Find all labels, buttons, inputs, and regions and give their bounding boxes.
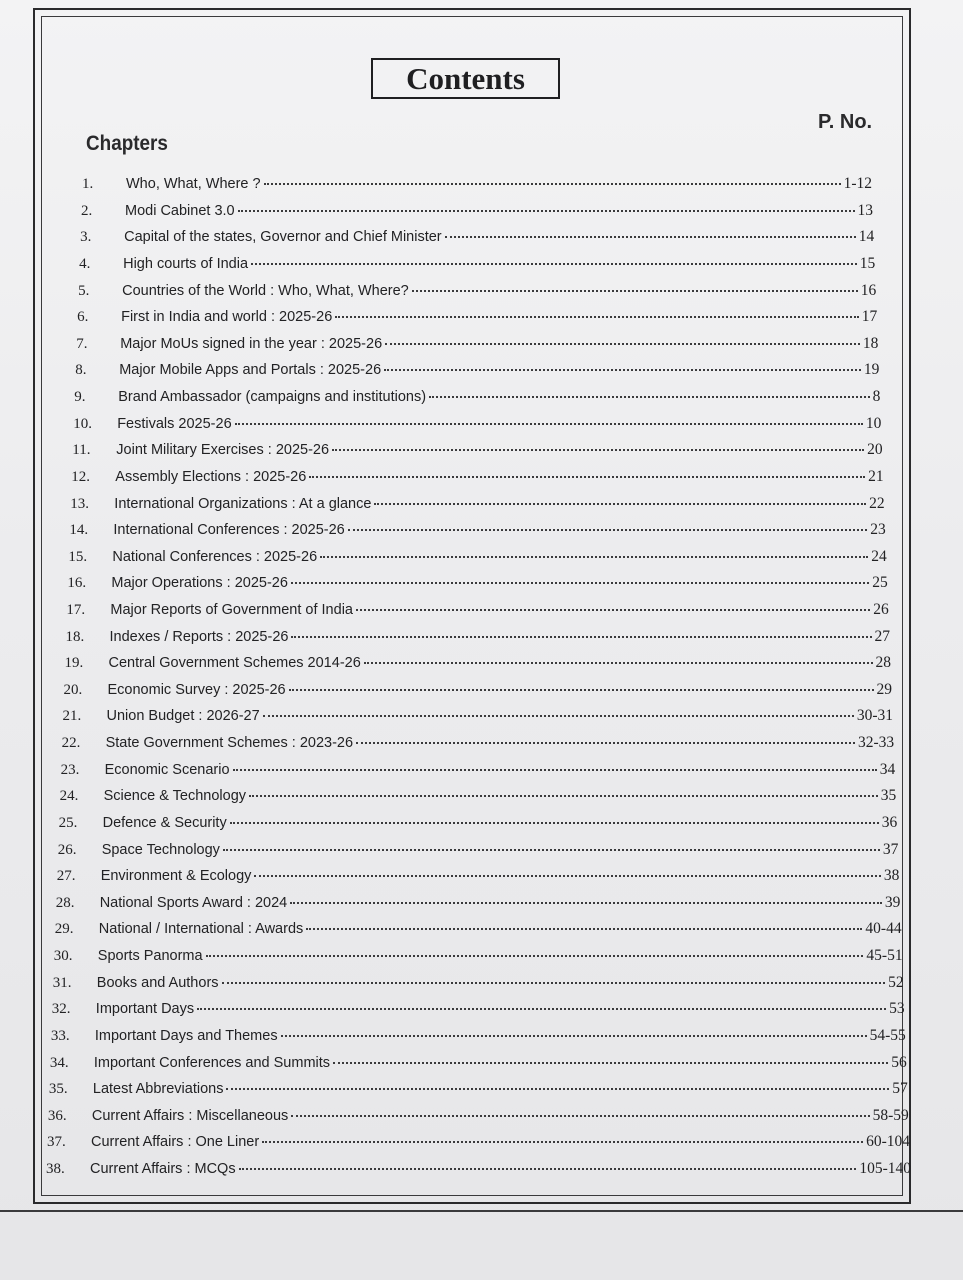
toc-leader-dots: [291, 636, 871, 638]
toc-entry-title: Modi Cabinet 3.0: [125, 202, 235, 219]
toc-entry-title: Books and Authors: [96, 974, 219, 991]
toc-entry: [75, 361, 879, 381]
toc-entry-page: 60-104: [866, 1133, 910, 1151]
toc-leader-dots: [233, 769, 877, 771]
toc-entry-page: 36: [881, 813, 898, 831]
toc-leader-dots: [264, 183, 841, 185]
toc-entry-number: 27.: [56, 868, 76, 885]
toc-entry: [80, 228, 874, 248]
toc-entry-title: National Sports Award : 2024: [99, 894, 288, 911]
toc-entry-number: 14.: [69, 522, 89, 539]
toc-entry-number: 20.: [63, 681, 83, 698]
toc-entry-number: 12.: [71, 468, 91, 485]
toc-entry-title: National Conferences : 2025-26: [112, 548, 318, 565]
toc-entry-number: 29.: [54, 921, 74, 938]
toc-entry-page: 105-140: [859, 1160, 911, 1177]
toc-entry-title: Latest Abbreviations: [92, 1081, 224, 1098]
toc-entry-page: 23: [870, 521, 886, 539]
toc-entry-page: 1-12: [843, 175, 872, 192]
toc-entry-title: Indexes / Reports : 2025-26: [109, 628, 289, 645]
toc-entry: [71, 468, 883, 488]
toc-entry-number: 3.: [80, 229, 92, 246]
toc-entry: [57, 867, 900, 887]
contents-title: Contents: [371, 58, 560, 99]
toc-leader-dots: [281, 1035, 867, 1037]
toc-entry: [72, 441, 882, 461]
toc-entry-number: 7.: [76, 335, 88, 352]
toc-entry: [77, 308, 877, 328]
toc-entry: [66, 601, 888, 621]
toc-leader-dots: [332, 449, 864, 451]
toc-leader-dots: [289, 689, 874, 691]
toc-entry-title: International Conferences : 2025-26: [113, 522, 345, 539]
toc-leader-dots: [222, 982, 886, 984]
toc-leader-dots: [251, 263, 857, 265]
toc-entry-page: 27: [874, 627, 890, 645]
toc-entry-page: 53: [889, 1000, 905, 1018]
toc-entry-title: Assembly Elections : 2025-26: [115, 468, 307, 485]
toc-entry-title: Current Affairs : Miscellaneous: [91, 1107, 289, 1124]
toc-entry-number: 2.: [81, 202, 93, 219]
toc-entry: [76, 335, 878, 355]
toc-entry-title: Central Government Schemes 2014-26: [108, 655, 361, 672]
toc-entry-number: 36.: [47, 1107, 67, 1124]
toc-entry-title: Major Mobile Apps and Portals : 2025-26: [119, 362, 382, 379]
toc-entry: [49, 1080, 908, 1100]
toc-entry-title: Sports Panorma: [97, 948, 203, 964]
toc-entry-title: Important Days: [95, 1001, 195, 1018]
toc-entry-page: 30-31: [856, 707, 893, 725]
toc-entry: [62, 734, 895, 754]
toc-entry: [50, 1054, 907, 1074]
toc-entry-number: 32.: [51, 1001, 71, 1018]
toc-leader-dots: [263, 715, 854, 717]
chapters-heading: Chapters: [86, 132, 168, 155]
toc-entry-number: 6.: [77, 309, 89, 326]
toc-entry-page: 21: [868, 467, 884, 485]
toc-entry: [59, 814, 898, 834]
toc-entry-title: State Government Schemes : 2023-26: [105, 735, 354, 752]
toc-entry-page: 19: [863, 361, 880, 379]
toc-entry: [55, 920, 902, 940]
toc-leader-dots: [335, 316, 858, 318]
toc-entry-page: 56: [891, 1053, 907, 1071]
toc-entry-title: Defence & Security: [102, 814, 227, 831]
toc-entry-number: 22.: [61, 735, 81, 752]
toc-entry-page: 17: [861, 308, 878, 326]
toc-entry-title: Environment & Ecology: [100, 868, 252, 885]
toc-entry-number: 16.: [67, 575, 87, 592]
toc-entry-title: Economic Scenario: [104, 761, 230, 778]
toc-entry-title: Economic Survey : 2025-26: [107, 681, 286, 698]
toc-entry-number: 24.: [59, 788, 79, 805]
toc-leader-dots: [238, 210, 855, 212]
toc-entry-title: Major Operations : 2025-26: [111, 575, 288, 592]
toc-entry-title: International Organizations : At a glance: [114, 495, 372, 512]
toc-entry-number: 10.: [73, 415, 92, 432]
toc-entry-number: 34.: [49, 1054, 69, 1071]
toc-entry: [60, 787, 897, 807]
toc-leader-dots: [385, 343, 860, 345]
toc-entry-title: Science & Technology: [103, 788, 247, 805]
toc-leader-dots: [235, 423, 863, 425]
toc-entry-title: First in India and world : 2025-26: [121, 309, 333, 326]
toc-leader-dots: [291, 1115, 869, 1117]
toc-entry-page: 52: [888, 973, 904, 991]
toc-entry: [68, 548, 886, 568]
toc-leader-dots: [254, 875, 880, 877]
toc-entry: [66, 628, 891, 648]
toc-entry-title: Major MoUs signed in the year : 2025-26: [120, 335, 383, 352]
toc-entry-number: 33.: [50, 1027, 70, 1044]
toc-entry-title: Joint Military Exercises : 2025-26: [116, 442, 330, 459]
toc-entry: [65, 654, 892, 674]
toc-entry-number: 9.: [74, 389, 86, 405]
toc-entry-page: 13: [857, 201, 873, 219]
toc-leader-dots: [348, 529, 868, 531]
toc-leader-dots: [291, 582, 869, 584]
toc-entry: [64, 681, 893, 701]
toc-entry-page: 25: [872, 574, 888, 592]
toc-leader-dots: [239, 1168, 857, 1170]
toc-leader-dots: [320, 556, 868, 558]
toc-entry-page: 16: [860, 281, 877, 299]
toc-entry-title: High courts of India: [123, 255, 249, 272]
toc-entry: [56, 894, 901, 914]
toc-leader-dots: [333, 1062, 888, 1064]
toc-entry-title: Union Budget : 2026-27: [106, 708, 260, 725]
toc-entry-page: 45-51: [866, 947, 903, 964]
toc-entry-page: 38: [883, 867, 900, 885]
toc-entry: [69, 521, 885, 541]
page-number-heading: P. No.: [818, 111, 873, 133]
bottom-rule: [0, 1210, 963, 1212]
toc-entry-page: 58-59: [872, 1106, 909, 1124]
toc-entry: [67, 574, 887, 594]
toc-entry-title: Important Conferences and Summits: [93, 1054, 331, 1071]
toc-entry-number: 4.: [79, 255, 91, 272]
toc-entry: [46, 1160, 911, 1180]
toc-leader-dots: [306, 928, 862, 930]
toc-entry-page: 32-33: [858, 734, 895, 752]
toc-entry: [51, 1027, 906, 1047]
toc-entry-number: 18.: [65, 628, 85, 645]
toc-entry-page: 37: [882, 840, 899, 858]
toc-leader-dots: [223, 849, 880, 851]
toc-entry-number: 28.: [55, 894, 75, 911]
toc-entry-title: Major Reports of Government of India: [110, 601, 353, 618]
toc-entry: [53, 974, 904, 994]
toc-entry: [73, 415, 881, 435]
toc-entry-title: Who, What, Where ?: [126, 176, 261, 192]
toc-entry-title: Capital of the states, Governor and Chief Minister: [124, 229, 442, 246]
toc-entry-number: 8.: [75, 362, 87, 379]
toc-entry: [81, 202, 873, 222]
toc-entry-number: 5.: [78, 282, 90, 299]
toc-entry-page: 29: [876, 680, 892, 698]
toc-entry-number: 21.: [62, 708, 82, 725]
toc-entry-number: 17.: [66, 601, 86, 618]
toc-leader-dots: [356, 609, 870, 611]
toc-entry-page: 26: [873, 600, 889, 618]
toc-entry-title: Current Affairs : One Liner: [91, 1134, 260, 1151]
toc-entry-page: 24: [871, 547, 887, 565]
toc-entry-title: Important Days and Themes: [94, 1027, 278, 1044]
toc-entry-number: 25.: [58, 814, 78, 831]
toc-leader-dots: [206, 955, 864, 957]
toc-entry-page: 22: [869, 494, 885, 512]
toc-entry: [48, 1107, 909, 1127]
toc-entry-number: 26.: [57, 841, 77, 858]
toc-leader-dots: [262, 1141, 863, 1143]
toc-leader-dots: [249, 795, 878, 797]
toc-entry: [74, 388, 880, 408]
toc-leader-dots: [226, 1088, 889, 1090]
toc-leader-dots: [384, 369, 861, 371]
toc-entry-page: 20: [867, 441, 883, 459]
toc-entry-page: 15: [859, 254, 876, 272]
toc-leader-dots: [309, 476, 865, 478]
toc-entry-title: National / International : Awards: [98, 921, 304, 938]
toc-entry: [58, 841, 899, 861]
toc-entry-number: 38.: [46, 1161, 65, 1177]
toc-entry-number: 31.: [52, 974, 72, 991]
toc-entry-number: 11.: [72, 442, 91, 459]
toc-entry-number: 35.: [48, 1081, 68, 1098]
toc-entry: [54, 947, 903, 967]
toc-entry-number: 37.: [47, 1134, 66, 1151]
toc-entry-page: 8: [872, 388, 881, 405]
toc-leader-dots: [290, 902, 882, 904]
toc-leader-dots: [412, 290, 858, 292]
toc-entry-number: 23.: [60, 761, 80, 778]
toc-entry-number: 15.: [68, 548, 88, 565]
toc-entry-title: Countries of the World : Who, What, Where?: [122, 282, 409, 299]
toc-entry-page: 18: [862, 334, 879, 352]
toc-entry-number: 30.: [53, 948, 73, 964]
toc-entry: [78, 282, 876, 302]
toc-leader-dots: [445, 236, 856, 238]
toc-entry-number: 1.: [82, 176, 94, 192]
toc-entry-page: 57: [892, 1080, 908, 1098]
toc-entry: [79, 255, 875, 275]
toc-leader-dots: [197, 1008, 886, 1010]
toc-entry-number: 13.: [70, 495, 90, 512]
toc-entry: [52, 1000, 905, 1020]
toc-entry: [70, 495, 884, 515]
toc-entry-title: Current Affairs : MCQs: [90, 1161, 236, 1177]
toc-entry-page: 40-44: [865, 920, 902, 938]
toc-entry-page: 35: [880, 787, 897, 805]
toc-entry-page: 14: [858, 228, 875, 246]
toc-entry: [63, 707, 894, 727]
toc-entry-page: 10: [865, 414, 882, 432]
toc-entry-page: 34: [879, 760, 896, 778]
toc-entry: [82, 175, 872, 195]
toc-leader-dots: [364, 662, 873, 664]
toc-entry-number: 19.: [64, 655, 84, 672]
toc-leader-dots: [356, 742, 855, 744]
toc-entry: [47, 1133, 910, 1153]
toc-leader-dots: [230, 822, 879, 824]
toc-entry-page: 39: [884, 893, 901, 911]
toc-entry-title: Festivals 2025-26: [117, 415, 232, 432]
toc-entry-title: Brand Ambassador (campaigns and institutions): [118, 389, 427, 405]
toc-entry-page: 54-55: [869, 1026, 906, 1044]
toc-entry-page: 28: [875, 654, 891, 672]
toc-entry: [61, 761, 896, 781]
toc-leader-dots: [429, 396, 870, 398]
toc-leader-dots: [374, 503, 866, 505]
toc-entry-title: Space Technology: [101, 841, 220, 858]
